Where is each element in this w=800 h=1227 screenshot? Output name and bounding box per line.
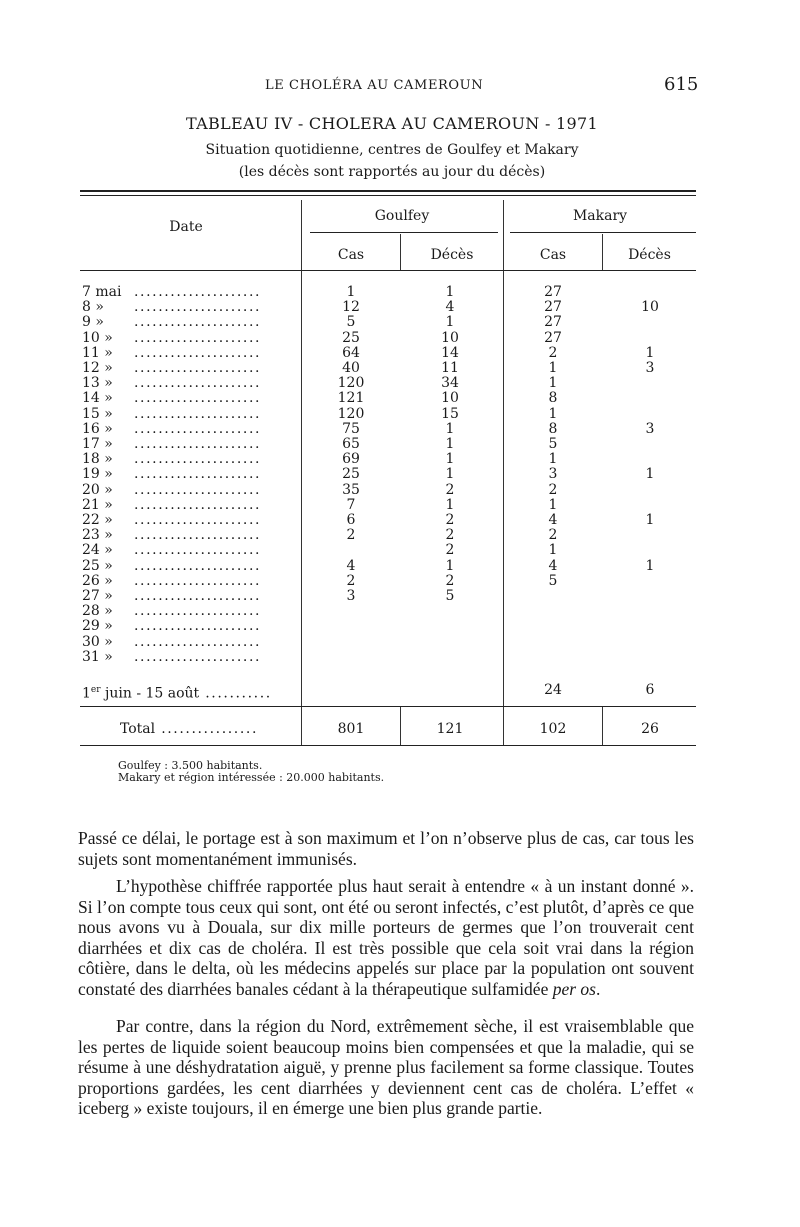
total-label: Total ................ [120,721,258,737]
data-table [80,190,696,750]
cell-goulfey-deces: 1 [445,314,455,331]
cell-goulfey-cas: 121 [337,390,365,407]
row-date-label: 31 » ..................... [82,648,262,665]
paragraph-3: Par contre, dans la région du Nord, extrêmement sèche, il est vraisemblable que les pertes de liquide soient beaucoup moins bien compensées et que la maladie, qui se résume à une déshydratation aiguë, y prenne plus facilement sa forme classique. Toutes proportions gardées, les cent diarrhées y deviennent cent cas de choléra. L’effet « iceberg » existe toujours, il en émerge une bien plus grande partie. [78,1016,694,1118]
cell-goulfey-cas: 25 [342,329,360,346]
row-date: 15 » [82,405,113,422]
row-date-label: 25 » ..................... [82,557,262,574]
divider-goulfey-total [400,706,401,746]
cell-goulfey-deces: 4 [445,299,455,316]
cell-goulfey-cas: 35 [342,481,360,498]
row-date: 27 » [82,588,113,604]
footnote-makary: Makary et région intéressée : 20.000 habitants. [118,771,385,784]
cell-makary-cas: 1 [548,451,558,468]
row-date: 20 » [82,481,113,498]
cell-goulfey-deces: 1 [445,436,455,452]
cell-goulfey-deces: 34 [441,375,459,392]
cell-makary-cas: 27 [544,284,562,300]
row-date: 8 » [82,299,104,316]
paragraph-1: Passé ce délai, le portage est à son maximum et l’on n’observe plus de cas, car tous les sujets sont momentanément immunisés. [78,828,694,869]
cell-makary-cas: 8 [548,390,558,407]
cell-makary-deces: 1 [645,466,655,483]
cell-goulfey-cas: 5 [346,314,356,331]
footnote-goulfey: Goulfey : 3.500 habitants. [118,759,263,772]
row-date-label: 28 » ..................... [82,603,262,620]
cell-goulfey-cas: 1 [346,284,356,300]
cell-goulfey-deces: 1 [445,496,455,513]
divider-goulfey-makary [503,200,504,746]
row-date: 26 » [82,572,113,589]
divider-makary-total [602,706,603,746]
table-top-rule [80,190,696,192]
header-bottom-rule [80,270,696,271]
cell-goulfey-deces: 2 [445,481,455,498]
row-date: 16 » [82,420,113,437]
cell-goulfey-deces: 2 [445,527,455,544]
header-goulfey-cas: Cas [337,247,365,263]
goulfey-underline [310,232,498,233]
cell-makary-cas: 2 [548,527,558,544]
cell-makary-cas: 5 [548,436,558,452]
cell-makary-cas: 27 [544,299,562,316]
running-title: LE CHOLÉRA AU CAMEROUN [265,78,484,93]
row-date-label: 22 » ..................... [82,512,262,528]
row-date: 28 » [82,603,113,620]
cell-goulfey-cas: 69 [342,451,360,468]
row-date: 7 mai [82,284,122,300]
period-makary-cas: 24 [544,682,562,698]
cell-goulfey-deces: 2 [445,512,455,528]
cell-goulfey-deces: 15 [441,405,459,422]
cell-goulfey-deces: 2 [445,572,455,589]
row-date: 24 » [82,542,113,559]
row-date-label: 9 » ..................... [82,314,262,331]
cell-goulfey-cas: 2 [346,572,356,589]
table-footnotes [118,760,384,784]
table-subtitle-note: (les décès sont rapportés au jour du décès) [238,164,546,180]
row-date-label: 21 » ..................... [82,496,262,513]
row-date-label: 11 » ..................... [82,344,262,361]
cell-goulfey-deces: 5 [445,588,455,604]
cell-makary-deces: 1 [645,512,655,528]
row-date: 13 » [82,375,113,392]
row-date-label: 23 » ..................... [82,527,262,544]
header-makary: Makary [572,208,628,224]
header-makary-deces: Décès [628,247,671,263]
row-date-label: 13 » ..................... [82,375,262,392]
row-date: 21 » [82,496,113,513]
cell-goulfey-cas: 64 [342,344,360,361]
period-makary-deces: 6 [645,682,655,698]
cell-goulfey-cas: 65 [342,436,360,452]
row-date-label: 12 » ..................... [82,360,262,376]
cell-makary-cas: 3 [548,466,558,483]
row-date: 18 » [82,451,113,468]
row-date-label: 27 » ..................... [82,588,262,604]
cell-makary-deces: 1 [645,344,655,361]
row-date: 17 » [82,436,113,452]
row-date: 25 » [82,557,113,574]
header-makary-cas: Cas [539,247,567,263]
cell-makary-cas: 1 [548,375,558,392]
row-date: 14 » [82,390,113,407]
cell-goulfey-deces: 11 [441,360,459,376]
row-date: 22 » [82,512,113,528]
cell-goulfey-deces: 10 [441,329,459,346]
table-subtitle: Situation quotidienne, centres de Goulfey et Makary [205,142,579,158]
running-head [0,74,800,98]
row-date-label: 17 » ..................... [82,436,262,452]
cell-goulfey-cas: 40 [342,360,360,376]
cell-makary-cas: 27 [544,329,562,346]
cell-goulfey-deces: 14 [441,344,459,361]
row-date-label: 26 » ..................... [82,572,262,589]
cell-makary-cas: 8 [548,420,558,437]
cell-makary-cas: 4 [548,512,558,528]
total-top-rule [80,706,696,707]
cell-makary-deces: 1 [645,557,655,574]
row-date: 31 » [82,648,113,665]
cell-makary-cas: 1 [548,360,558,376]
row-date: 19 » [82,466,113,483]
row-date: 9 » [82,314,104,331]
header-goulfey-deces: Décès [430,247,474,263]
cell-makary-deces: 3 [645,360,655,376]
table-title: TABLEAU IV - CHOLERA AU CAMEROUN - 1971 [186,114,598,133]
row-date: 11 » [82,344,113,361]
row-date-label: 30 » ..................... [82,633,262,650]
cell-makary-cas: 1 [548,405,558,422]
makary-underline [510,232,696,233]
cell-makary-cas: 1 [548,542,558,559]
cell-goulfey-cas: 25 [342,466,360,483]
row-date: 30 » [82,633,113,650]
row-date-label: 29 » ..................... [82,618,262,635]
row-date-label: 15 » ..................... [82,405,262,422]
row-date-label: 20 » ..................... [82,481,262,498]
header-date: Date [169,219,203,235]
row-date-label: 18 » ..................... [82,451,262,468]
period-date-label: 1er juin - 15 août ........... [82,685,272,702]
cell-makary-deces: 10 [641,299,659,316]
row-date: 29 » [82,618,113,635]
cell-makary-cas: 4 [548,557,558,574]
row-date-label: 10 » ..................... [82,329,262,346]
cell-goulfey-deces: 1 [445,420,455,437]
cell-makary-deces: 3 [645,420,655,437]
row-date-label: 7 mai ..................... [82,284,262,300]
cell-goulfey-cas: 120 [337,375,365,392]
total-bottom-rule [80,745,696,746]
paragraph-2: L’hypothèse chiffrée rapportée plus haut serait à entendre « à un instant donné ». Si l’on compte tous ceux qui sont, ont été ou seront infectés, c’est plutôt, d’après ce que nous avons vu à Douala, sur dix mille porteurs de germes que l’on trouverait cent diarrhées et dix cas de choléra. Il est très possible que cela soit vrai dans la région côtière, dans le delta, où les médecins appelés sur place par la population ont souvent constaté des diarrhées banales cédant à la thérapeutique sulfamidée per os. [78,876,694,999]
row-date-label: 24 » ..................... [82,542,262,559]
cell-goulfey-deces: 1 [445,284,455,300]
cell-makary-cas: 5 [548,572,558,589]
total-goulfey-cas: 801 [337,721,365,737]
cell-goulfey-deces: 1 [445,557,455,574]
row-date: 23 » [82,527,113,544]
cell-goulfey-cas: 6 [346,512,356,528]
divider-date-goulfey [301,200,302,746]
cell-goulfey-cas: 75 [342,420,360,437]
row-date-label: 19 » ..................... [82,466,262,483]
cell-goulfey-cas: 3 [346,588,356,604]
cell-goulfey-cas: 7 [346,496,356,513]
cell-makary-cas: 2 [548,344,558,361]
total-makary-deces: 26 [641,721,659,737]
row-date: 12 » [82,360,113,376]
cell-goulfey-deces: 10 [441,390,459,407]
cell-goulfey-deces: 1 [445,466,455,483]
cell-goulfey-cas: 2 [346,527,356,544]
row-date-label: 8 » ..................... [82,299,262,316]
cell-makary-cas: 2 [548,481,558,498]
row-date: 10 » [82,329,113,346]
page-number: 615 [664,74,699,95]
cell-goulfey-cas: 120 [337,405,365,422]
cell-makary-cas: 1 [548,496,558,513]
cell-goulfey-deces: 2 [445,542,455,559]
table-top-rule-thin [80,195,696,196]
cell-goulfey-cas: 4 [346,557,356,574]
total-makary-cas: 102 [539,721,567,737]
total-goulfey-deces: 121 [436,721,464,737]
cell-goulfey-deces: 1 [445,451,455,468]
cell-goulfey-cas: 12 [342,299,360,316]
row-date-label: 14 » ..................... [82,390,262,407]
cell-makary-cas: 27 [544,314,562,331]
row-date-label: 16 » ..................... [82,420,262,437]
header-goulfey: Goulfey [374,208,430,224]
